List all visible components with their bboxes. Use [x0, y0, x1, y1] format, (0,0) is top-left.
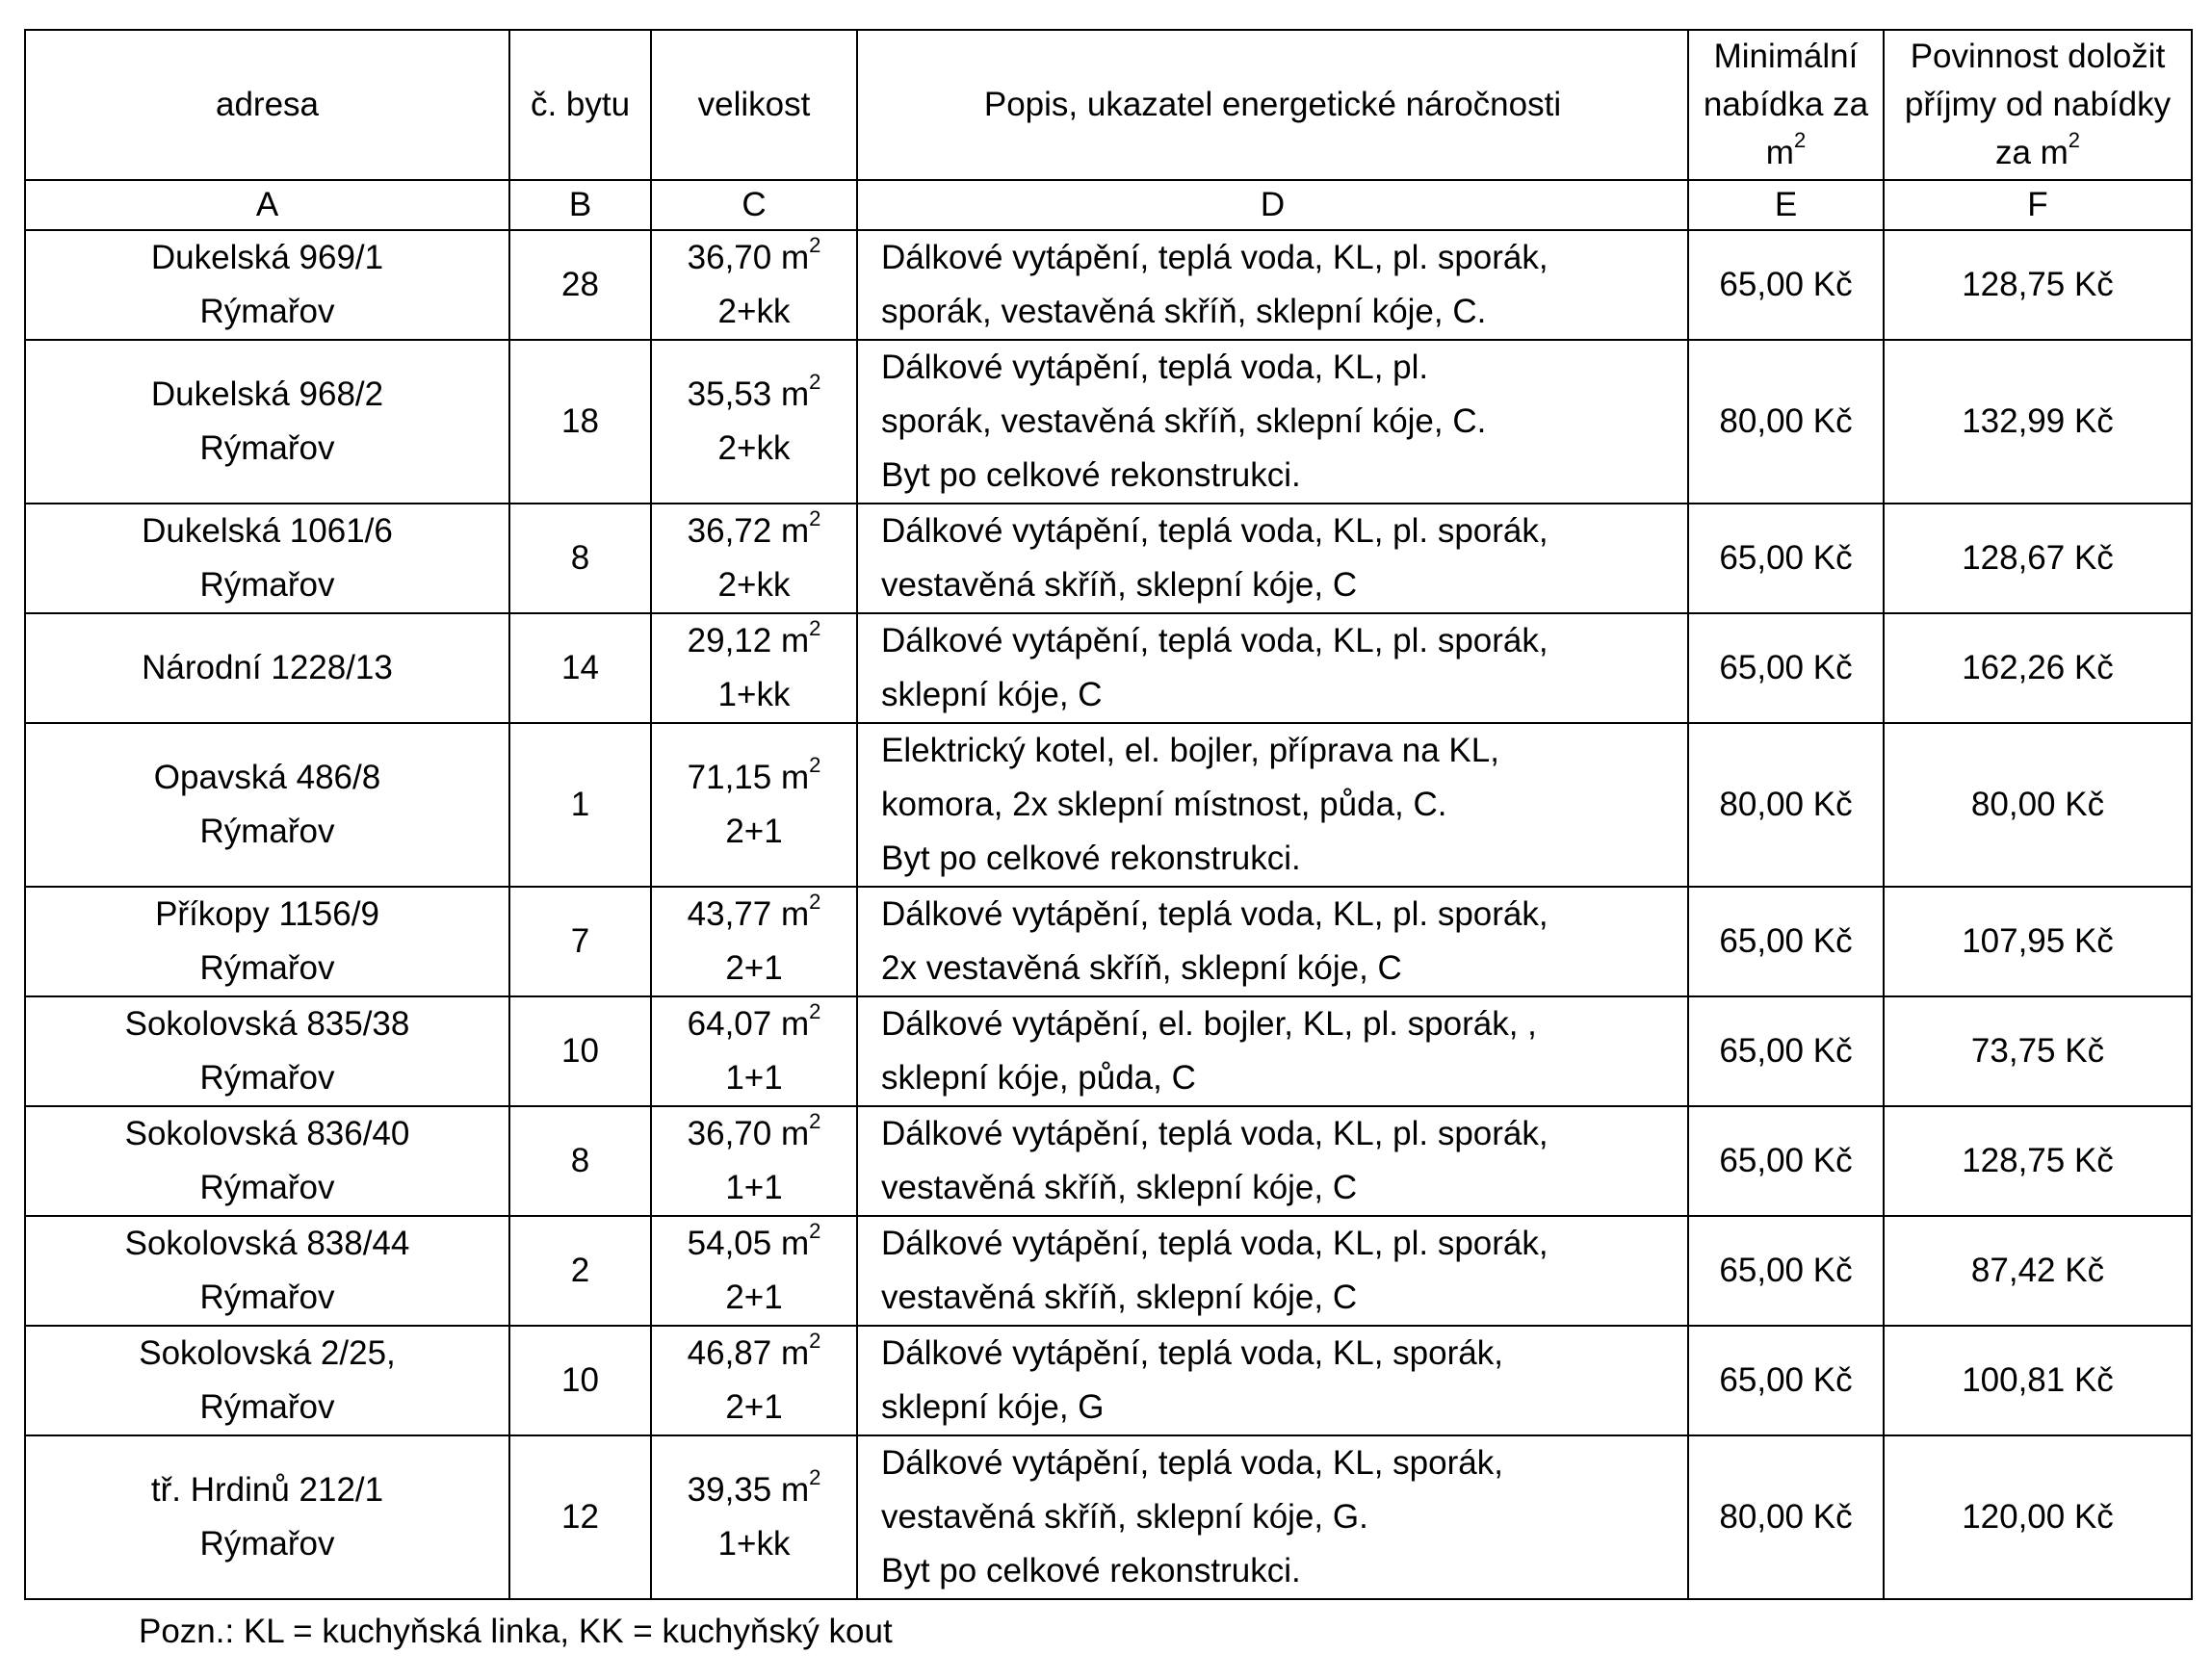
income-proof-cell: 128,67 Kč	[1884, 504, 2192, 613]
description-cell-line: Elektrický kotel, el. bojler, příprava na KL,	[881, 732, 1499, 769]
area-text: 36,72 m	[687, 512, 810, 550]
layout-value: 1+kk	[717, 676, 791, 713]
address-cell	[25, 996, 509, 1106]
address-cell	[25, 723, 509, 887]
description-cell-line: Dálkové vytápění, teplá voda, KL, pl. sporák,	[881, 895, 1548, 933]
table-row	[25, 1435, 2192, 1599]
min-offer-cell: 80,00 Kč	[1688, 723, 1884, 887]
apartment-table	[24, 29, 2193, 1600]
size-cell	[651, 1106, 857, 1216]
area-unit-sup: 2	[809, 1329, 821, 1354]
description-cell	[857, 1106, 1688, 1216]
description-cell-line: Dálkové vytápění, el. bojler, KL, pl. sporák, ,	[881, 1005, 1537, 1043]
description-cell-line: Dálkové vytápění, teplá voda, KL, sporák,	[881, 1334, 1503, 1372]
size-cell	[651, 887, 857, 996]
address-cell-line: Rýmařov	[199, 949, 335, 987]
address-cell	[25, 1435, 509, 1599]
area-value	[652, 1327, 856, 1381]
size-cell	[651, 1435, 857, 1599]
income-proof-cell: 73,75 Kč	[1884, 996, 2192, 1106]
unit-number-cell: 1	[509, 723, 651, 887]
description-cell-line: Dálkové vytápění, teplá voda, KL, sporák,	[881, 1444, 1503, 1482]
description-cell	[857, 1326, 1688, 1435]
address-cell	[25, 613, 509, 723]
income-proof-cell: 87,42 Kč	[1884, 1216, 2192, 1326]
address-cell-line: Národní 1228/13	[142, 649, 393, 686]
description-cell-line: vestavěná skříň, sklepní kóje, C	[881, 1279, 1358, 1316]
area-unit-sup: 2	[809, 1465, 821, 1490]
header-income-proof-text: Povinnost doložit příjmy od nabídky za m	[1904, 38, 2172, 171]
min-offer-cell: 65,00 Kč	[1688, 230, 1884, 340]
table-row	[25, 887, 2192, 996]
address-cell	[25, 504, 509, 613]
description-cell-line: vestavěná skříň, sklepní kóje, C	[881, 1169, 1358, 1206]
min-offer-cell: 65,00 Kč	[1688, 887, 1884, 996]
description-cell-line: Dálkové vytápění, teplá voda, KL, pl.	[881, 349, 1429, 386]
address-cell	[25, 1106, 509, 1216]
address-cell-line: Opavská 486/8	[153, 759, 381, 796]
description-cell-line: Dálkové vytápění, teplá voda, KL, pl. sporák,	[881, 512, 1548, 550]
address-cell-line: Sokolovská 835/38	[124, 1005, 410, 1043]
header-income-proof	[1884, 30, 2192, 180]
address-cell-line: Dukelská 1061/6	[142, 512, 393, 550]
description-cell-line: vestavěná skříň, sklepní kóje, G.	[881, 1498, 1368, 1536]
address-cell-line: Rýmařov	[199, 1525, 335, 1563]
description-cell-line: sklepní kóje, C	[881, 676, 1103, 713]
address-cell-line: Rýmařov	[199, 813, 335, 850]
income-proof-cell: 107,95 Kč	[1884, 887, 2192, 996]
column-letter: A	[25, 180, 509, 230]
size-cell	[651, 996, 857, 1106]
table-row	[25, 1326, 2192, 1435]
min-offer-cell: 65,00 Kč	[1688, 996, 1884, 1106]
size-cell	[651, 504, 857, 613]
description-cell	[857, 887, 1688, 996]
unit-number-cell: 10	[509, 1326, 651, 1435]
description-cell-line: sklepní kóje, půda, C	[881, 1059, 1196, 1097]
table-row	[25, 340, 2192, 504]
unit-number-cell: 28	[509, 230, 651, 340]
layout-value: 1+1	[725, 1169, 783, 1206]
size-cell	[651, 1326, 857, 1435]
income-proof-cell: 132,99 Kč	[1884, 340, 2192, 504]
layout-value: 1+kk	[717, 1525, 791, 1563]
area-text: 71,15 m	[687, 759, 810, 796]
table-row	[25, 504, 2192, 613]
description-cell-line: Byt po celkové rekonstrukci.	[881, 456, 1301, 494]
area-value	[652, 614, 856, 668]
address-cell-line: Rýmařov	[199, 1279, 335, 1316]
column-letter: F	[1884, 180, 2192, 230]
description-cell	[857, 1435, 1688, 1599]
header-size: velikost	[651, 30, 857, 180]
layout-value: 2+1	[725, 949, 783, 987]
min-offer-cell: 65,00 Kč	[1688, 504, 1884, 613]
footnote: Pozn.: KL = kuchyňská linka, KK = kuchyňský kout	[139, 1613, 893, 1650]
description-cell-line: vestavěná skříň, sklepní kóje, C	[881, 566, 1358, 604]
description-cell-line: 2x vestavěná skříň, sklepní kóje, C	[881, 949, 1402, 987]
address-cell-line: Rýmařov	[199, 429, 335, 467]
header-min-offer-text: Minimální nabídka za m	[1703, 38, 1869, 171]
min-offer-cell: 65,00 Kč	[1688, 1106, 1884, 1216]
area-text: 64,07 m	[687, 1005, 810, 1043]
header-income-proof-sup: 2	[2068, 128, 2081, 153]
address-cell-line: Rýmařov	[199, 1388, 335, 1426]
area-unit-sup: 2	[809, 753, 821, 778]
area-text: 54,05 m	[687, 1225, 810, 1262]
area-value	[652, 1107, 856, 1161]
description-cell-line: Dálkové vytápění, teplá voda, KL, pl. sporák,	[881, 1115, 1548, 1152]
header-unit-no: č. bytu	[509, 30, 651, 180]
unit-number-cell: 7	[509, 887, 651, 996]
income-proof-cell: 120,00 Kč	[1884, 1435, 2192, 1599]
area-unit-sup: 2	[809, 506, 821, 531]
unit-number-cell: 10	[509, 996, 651, 1106]
description-cell-line: komora, 2x sklepní místnost, půda, C.	[881, 786, 1447, 823]
description-cell	[857, 504, 1688, 613]
address-cell	[25, 230, 509, 340]
description-cell-line: sporák, vestavěná skříň, sklepní kóje, C.	[881, 293, 1487, 330]
address-cell-line: Rýmařov	[199, 1169, 335, 1206]
area-text: 43,77 m	[687, 895, 810, 933]
area-text: 36,70 m	[687, 239, 810, 276]
column-letter: D	[857, 180, 1688, 230]
address-cell-line: Rýmařov	[199, 293, 335, 330]
area-value	[652, 1217, 856, 1271]
area-unit-sup: 2	[809, 1219, 821, 1244]
header-row	[25, 30, 2192, 180]
area-text: 39,35 m	[687, 1471, 810, 1509]
size-cell	[651, 613, 857, 723]
min-offer-cell: 80,00 Kč	[1688, 340, 1884, 504]
income-proof-cell: 100,81 Kč	[1884, 1326, 2192, 1435]
income-proof-cell: 128,75 Kč	[1884, 1106, 2192, 1216]
layout-value: 2+1	[725, 1279, 783, 1316]
unit-number-cell: 8	[509, 504, 651, 613]
table-row	[25, 723, 2192, 887]
min-offer-cell: 65,00 Kč	[1688, 1326, 1884, 1435]
description-cell	[857, 996, 1688, 1106]
address-cell-line: Dukelská 969/1	[150, 239, 384, 276]
description-cell	[857, 230, 1688, 340]
table-row	[25, 230, 2192, 340]
area-text: 35,53 m	[687, 375, 810, 413]
area-value	[652, 231, 856, 285]
description-cell-line: sklepní kóje, G	[881, 1388, 1105, 1426]
size-cell	[651, 1216, 857, 1326]
income-proof-cell: 80,00 Kč	[1884, 723, 2192, 887]
min-offer-cell: 65,00 Kč	[1688, 613, 1884, 723]
table-body	[25, 230, 2192, 1599]
area-unit-sup: 2	[809, 890, 821, 915]
min-offer-cell: 80,00 Kč	[1688, 1435, 1884, 1599]
area-text: 36,70 m	[687, 1115, 810, 1152]
header-address: adresa	[25, 30, 509, 180]
area-value	[652, 368, 856, 422]
area-unit-sup: 2	[809, 233, 821, 258]
unit-number-cell: 18	[509, 340, 651, 504]
description-cell	[857, 613, 1688, 723]
header-min-offer	[1688, 30, 1884, 180]
description-cell-line: Byt po celkové rekonstrukci.	[881, 1552, 1301, 1590]
layout-value: 2+kk	[717, 566, 791, 604]
unit-number-cell: 8	[509, 1106, 651, 1216]
column-letters-row	[25, 180, 2192, 230]
address-cell	[25, 1216, 509, 1326]
description-cell	[857, 340, 1688, 504]
table-row	[25, 996, 2192, 1106]
layout-value: 2+kk	[717, 429, 791, 467]
address-cell-line: Sokolovská 838/44	[124, 1225, 410, 1262]
column-letter: B	[509, 180, 651, 230]
income-proof-cell: 162,26 Kč	[1884, 613, 2192, 723]
column-letter: E	[1688, 180, 1884, 230]
address-cell-line: Příkopy 1156/9	[155, 895, 379, 933]
table-row	[25, 613, 2192, 723]
header-description: Popis, ukazatel energetické náročnosti	[857, 30, 1688, 180]
description-cell-line: sporák, vestavěná skříň, sklepní kóje, C.	[881, 402, 1487, 440]
address-cell-line: Rýmařov	[199, 1059, 335, 1097]
address-cell	[25, 1326, 509, 1435]
area-value	[652, 997, 856, 1051]
description-cell-line: Dálkové vytápění, teplá voda, KL, pl. sporák,	[881, 239, 1548, 276]
address-cell-line: Rýmařov	[199, 566, 335, 604]
unit-number-cell: 14	[509, 613, 651, 723]
area-unit-sup: 2	[809, 999, 821, 1024]
area-value	[652, 504, 856, 558]
description-cell-line: Dálkové vytápění, teplá voda, KL, pl. sporák,	[881, 1225, 1548, 1262]
header-min-offer-sup: 2	[1793, 128, 1807, 153]
layout-value: 2+1	[725, 1388, 783, 1426]
address-cell-line: tř. Hrdinů 212/1	[150, 1471, 384, 1509]
size-cell	[651, 340, 857, 504]
description-cell	[857, 723, 1688, 887]
description-cell-line: Byt po celkové rekonstrukci.	[881, 840, 1301, 877]
min-offer-cell: 65,00 Kč	[1688, 1216, 1884, 1326]
table-row	[25, 1216, 2192, 1326]
area-value	[652, 751, 856, 805]
layout-value: 2+1	[725, 813, 783, 850]
area-text: 29,12 m	[687, 622, 810, 659]
unit-number-cell: 12	[509, 1435, 651, 1599]
layout-value: 2+kk	[717, 293, 791, 330]
area-unit-sup: 2	[809, 1109, 821, 1134]
address-cell	[25, 340, 509, 504]
area-value	[652, 1463, 856, 1517]
description-cell-line: Dálkové vytápění, teplá voda, KL, pl. sporák,	[881, 622, 1548, 659]
income-proof-cell: 128,75 Kč	[1884, 230, 2192, 340]
area-unit-sup: 2	[809, 370, 821, 395]
address-cell	[25, 887, 509, 996]
address-cell-line: Dukelská 968/2	[150, 375, 384, 413]
area-value	[652, 888, 856, 942]
table-row	[25, 1106, 2192, 1216]
column-letter: C	[651, 180, 857, 230]
layout-value: 1+1	[725, 1059, 783, 1097]
size-cell	[651, 230, 857, 340]
address-cell-line: Sokolovská 836/40	[124, 1115, 410, 1152]
area-unit-sup: 2	[809, 616, 821, 641]
description-cell	[857, 1216, 1688, 1326]
size-cell	[651, 723, 857, 887]
unit-number-cell: 2	[509, 1216, 651, 1326]
area-text: 46,87 m	[687, 1334, 810, 1372]
address-cell-line: Sokolovská 2/25,	[139, 1334, 396, 1372]
